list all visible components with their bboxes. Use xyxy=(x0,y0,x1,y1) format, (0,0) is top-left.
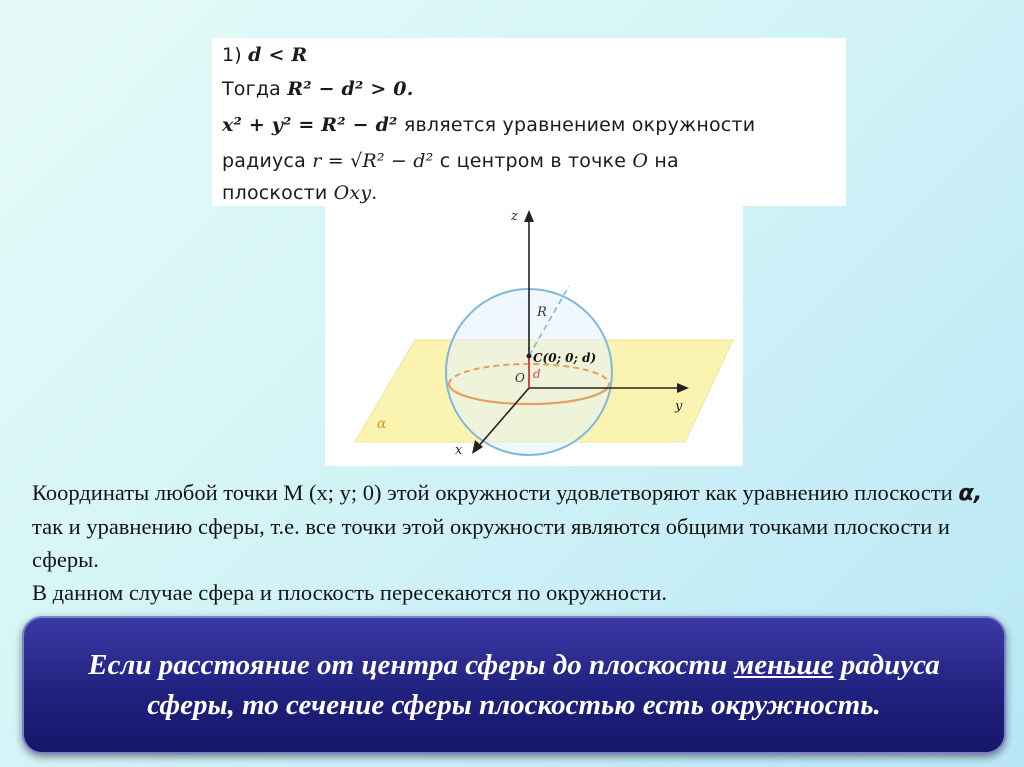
sphere-diagram xyxy=(325,206,743,466)
z-axis-label: z xyxy=(511,209,518,224)
y-axis-label: y xyxy=(675,399,683,414)
then-word: Тогда xyxy=(222,78,281,100)
sphere-figure xyxy=(325,206,743,466)
radius-line xyxy=(222,150,679,172)
center-point: O xyxy=(632,150,649,172)
center-label: C(0; 0; d) xyxy=(533,351,597,365)
plane-line xyxy=(222,182,378,204)
z-axis-arrow xyxy=(524,210,534,222)
radius-expression: r = √R² − d² xyxy=(312,150,434,172)
plane-label: α xyxy=(377,416,387,432)
paragraph-1-part-b: так и уравнению сферы, т.е. все точки этой окружности являются общими точками плоскости и сферы. xyxy=(32,514,950,572)
conclusion-text xyxy=(84,645,944,725)
paragraph-1 xyxy=(32,476,992,576)
equation-text: является уравнением окружности xyxy=(403,114,756,136)
plane-name: Oxy xyxy=(333,182,372,204)
center-text: с центром в точке xyxy=(439,150,627,172)
radius-word: радиуса xyxy=(222,150,306,172)
conclusion-part-2: радиуса сферы, то сечение сферы плоскостью есть окружность. xyxy=(147,649,940,721)
case-line xyxy=(222,44,307,66)
formula-panel xyxy=(212,38,846,206)
case-condition: d < R xyxy=(248,44,308,66)
conclusion-box xyxy=(22,616,1006,754)
on-word: на xyxy=(654,150,679,172)
paragraph-2: В данном случае сфера и плоскость пересекаются по окружности. xyxy=(32,580,668,605)
explanation-text xyxy=(32,476,992,609)
equation-line xyxy=(222,114,755,136)
distance-label: d xyxy=(533,367,541,381)
circle-equation: x² + y² = R² − d² xyxy=(222,114,398,136)
conclusion-part-1: Если расстояние от центра сферы до плоскости xyxy=(88,649,735,681)
paragraph-1-part-a: Координаты любой точки М (x; y; 0) этой окружности удовлетворяют как уравнению плоскости xyxy=(32,480,959,505)
plane-word: плоскости xyxy=(222,182,328,204)
center-dot xyxy=(527,354,532,359)
case-number: 1) xyxy=(222,44,242,66)
conclusion-underlined: меньше xyxy=(734,649,834,681)
then-line xyxy=(222,78,414,100)
then-expression: R² − d² > 0. xyxy=(287,78,414,100)
x-axis-label: x xyxy=(455,443,463,458)
alpha-symbol: α, xyxy=(958,480,983,506)
radius-label: R xyxy=(537,305,547,320)
origin-label: O xyxy=(515,371,525,385)
plane-end: . xyxy=(371,182,378,204)
